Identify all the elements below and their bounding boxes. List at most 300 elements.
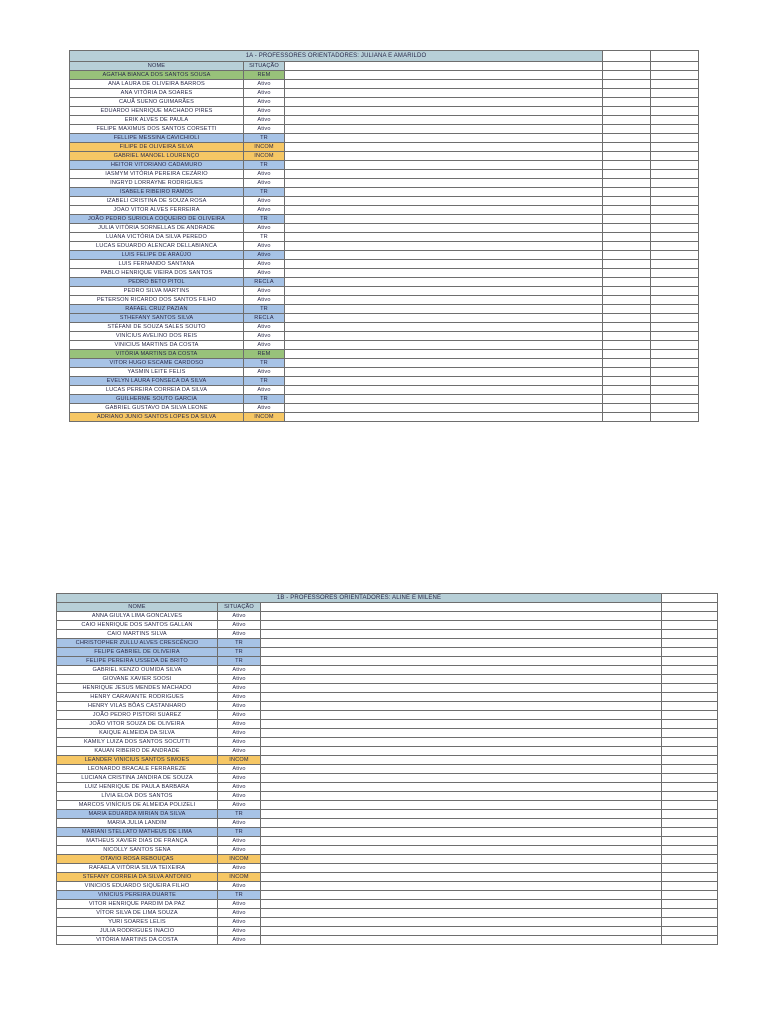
empty-cell (662, 612, 718, 621)
student-name-cell: NICOLLY SANTOS SENA (57, 846, 218, 855)
empty-cell (261, 936, 662, 945)
student-status-cell: REM (244, 71, 285, 80)
empty-cell (651, 161, 699, 170)
empty-cell (651, 71, 699, 80)
empty-cell (285, 287, 603, 296)
student-status-cell: TR (218, 657, 261, 666)
student-name-cell: JOAO VITOR ALVES FERREIRA (70, 206, 244, 215)
empty-cell (603, 179, 651, 188)
table-row (70, 71, 699, 80)
empty-cell (261, 603, 662, 612)
empty-cell (285, 368, 603, 377)
table-row (57, 837, 718, 846)
student-status-cell: Ativo (244, 260, 285, 269)
table-row (70, 404, 699, 413)
empty-cell (662, 864, 718, 873)
empty-cell (603, 323, 651, 332)
student-name-cell: MARIA EDUARDA MIRIAN DA SILVA (57, 810, 218, 819)
student-name-cell: CHRISTOPHER ZULLU ALVES CRESCÊNCIO (57, 639, 218, 648)
empty-cell (285, 143, 603, 152)
table-row (70, 395, 699, 404)
student-name-cell: RAFAEL CRUZ PAZIAN (70, 305, 244, 314)
empty-cell (285, 404, 603, 413)
student-status-cell: TR (244, 215, 285, 224)
empty-cell (651, 278, 699, 287)
table-row (70, 332, 699, 341)
table-row (70, 89, 699, 98)
table-row (57, 693, 718, 702)
table-row (57, 873, 718, 882)
empty-cell (662, 855, 718, 864)
student-status-cell: RECLA (244, 314, 285, 323)
empty-cell (285, 233, 603, 242)
student-status-cell: Ativo (218, 711, 261, 720)
empty-cell (662, 792, 718, 801)
student-name-cell: HENRIQUE JESUS MENDES MACHADO (57, 684, 218, 693)
empty-cell (603, 80, 651, 89)
empty-cell (603, 89, 651, 98)
student-status-cell: Ativo (218, 612, 261, 621)
empty-cell (662, 657, 718, 666)
empty-cell (603, 152, 651, 161)
empty-cell (261, 621, 662, 630)
student-name-cell: RAFAELA VITÓRIA SILVA TEIXEIRA (57, 864, 218, 873)
student-status-cell: Ativo (244, 269, 285, 278)
student-status-cell: Ativo (218, 936, 261, 945)
table-row (70, 341, 699, 350)
student-name-cell: ANA LAURA DE OLIVEIRA BARROS (70, 80, 244, 89)
student-status-cell: Ativo (218, 837, 261, 846)
table-title-row (57, 594, 718, 603)
student-status-cell: Ativo (218, 909, 261, 918)
empty-cell (261, 666, 662, 675)
empty-cell (261, 837, 662, 846)
column-header-name: NOME (57, 603, 218, 612)
table-row (57, 810, 718, 819)
student-name-cell: VITÓRIA MARTINS DA COSTA (57, 936, 218, 945)
empty-cell (651, 368, 699, 377)
empty-cell (603, 287, 651, 296)
empty-cell (651, 359, 699, 368)
student-name-cell: ERIK ALVES DE PAULA (70, 116, 244, 125)
student-name-cell: JULIA VITÓRIA SORNELLAS DE ANDRADE (70, 224, 244, 233)
column-header-name: NOME (70, 62, 244, 71)
student-name-cell: VINICIUS PEREIRA DUARTE (57, 891, 218, 900)
student-name-cell: KAMILY LUIZA DOS SANTOS SOCUTTI (57, 738, 218, 747)
student-status-cell: Ativo (218, 630, 261, 639)
student-status-cell: Ativo (218, 900, 261, 909)
student-name-cell: JOÃO PEDRO PISTORI SUAREZ (57, 711, 218, 720)
student-status-cell: Ativo (244, 170, 285, 179)
student-name-cell: LUIZ HENRIQUE DE PAULA BARBARA (57, 783, 218, 792)
empty-cell (285, 98, 603, 107)
table-row (70, 242, 699, 251)
empty-cell (651, 134, 699, 143)
table-row (57, 747, 718, 756)
table-header-row (70, 62, 699, 71)
student-name-cell: ISABELE RIBEIRO RAMOS (70, 188, 244, 197)
empty-cell (603, 71, 651, 80)
table-row (57, 792, 718, 801)
table-row (57, 738, 718, 747)
student-status-cell: INCOM (244, 152, 285, 161)
student-name-cell: FILIPE DE OLIVEIRA SILVA (70, 143, 244, 152)
empty-cell (662, 675, 718, 684)
empty-cell (662, 693, 718, 702)
empty-cell (603, 51, 651, 62)
student-status-cell: INCOM (244, 413, 285, 422)
empty-cell (603, 170, 651, 179)
class-1a-table (69, 50, 699, 422)
table-row (57, 756, 718, 765)
empty-cell (651, 287, 699, 296)
empty-cell (603, 395, 651, 404)
student-status-cell: RECLA (244, 278, 285, 287)
student-status-cell: Ativo (218, 918, 261, 927)
table-row (70, 224, 699, 233)
empty-cell (651, 386, 699, 395)
empty-cell (285, 152, 603, 161)
student-name-cell: VINÍCIUS AVELINO DOS REIS (70, 332, 244, 341)
table-row (57, 639, 718, 648)
table-row (70, 215, 699, 224)
empty-cell (261, 738, 662, 747)
student-name-cell: MATHEUS XAVIER DIAS DE FRANÇA (57, 837, 218, 846)
empty-cell (651, 125, 699, 134)
student-status-cell: TR (244, 233, 285, 242)
student-name-cell: VÍTOR SILVA DE LIMA SOUZA (57, 909, 218, 918)
table-row (57, 684, 718, 693)
empty-cell (261, 747, 662, 756)
student-status-cell: Ativo (218, 738, 261, 747)
student-name-cell: JOÃO PEDRO SURIOLA COQUEIRO DE OLIVEIRA (70, 215, 244, 224)
student-name-cell: FELLIPE MESSINA CAVICHIOLI (70, 134, 244, 143)
student-status-cell: Ativo (244, 287, 285, 296)
empty-cell (285, 242, 603, 251)
empty-cell (662, 729, 718, 738)
student-name-cell: MARCOS VINÍCIUS DE ALMEIDA POLIZELI (57, 801, 218, 810)
table-row (70, 206, 699, 215)
class-1a-sheet (69, 50, 699, 422)
empty-cell (662, 783, 718, 792)
student-status-cell: Ativo (218, 666, 261, 675)
class-1b-title: 1B - PROFESSORES ORIENTADORES: ALINE E MILENE (57, 594, 662, 603)
empty-cell (662, 711, 718, 720)
student-name-cell: PEDRO SILVA MARTINS (70, 287, 244, 296)
student-name-cell: ADRIANO JUNIO SANTOS LOPES DA SILVA (70, 413, 244, 422)
student-name-cell: VINICIUS MARTINS DA COSTA (70, 341, 244, 350)
student-status-cell: Ativo (244, 251, 285, 260)
student-status-cell: Ativo (218, 675, 261, 684)
empty-cell (261, 648, 662, 657)
empty-cell (651, 395, 699, 404)
table-row (70, 125, 699, 134)
table-row (57, 918, 718, 927)
empty-cell (603, 404, 651, 413)
empty-cell (285, 341, 603, 350)
table-row (57, 720, 718, 729)
table-row (70, 359, 699, 368)
student-status-cell: TR (244, 134, 285, 143)
student-name-cell: STEFANY CORREIA DA SILVA ANTONIO (57, 873, 218, 882)
empty-cell (285, 413, 603, 422)
empty-cell (651, 107, 699, 116)
empty-cell (662, 837, 718, 846)
empty-cell (651, 332, 699, 341)
empty-cell (651, 413, 699, 422)
empty-cell (651, 215, 699, 224)
student-status-cell: Ativo (218, 846, 261, 855)
empty-cell (651, 224, 699, 233)
student-status-cell: Ativo (218, 693, 261, 702)
empty-cell (662, 630, 718, 639)
table-row (57, 855, 718, 864)
student-status-cell: Ativo (244, 89, 285, 98)
student-name-cell: STHEFANY SANTOS SILVA (70, 314, 244, 323)
table-row (57, 657, 718, 666)
empty-cell (285, 386, 603, 395)
student-name-cell: HENRY VILAS BÔAS CASTANHARO (57, 702, 218, 711)
empty-cell (285, 179, 603, 188)
empty-cell (261, 792, 662, 801)
empty-cell (651, 152, 699, 161)
student-status-cell: Ativo (218, 792, 261, 801)
student-name-cell: INGRYD LORRAYNE RODRIGUES (70, 179, 244, 188)
student-status-cell: Ativo (218, 774, 261, 783)
student-name-cell: STÉFANI DE SOUZA SALES SOUTO (70, 323, 244, 332)
empty-cell (651, 89, 699, 98)
empty-cell (651, 404, 699, 413)
empty-cell (285, 89, 603, 98)
student-status-cell: INCOM (218, 756, 261, 765)
empty-cell (651, 62, 699, 71)
empty-cell (285, 359, 603, 368)
table-row (70, 413, 699, 422)
empty-cell (662, 828, 718, 837)
table-row (57, 882, 718, 891)
student-status-cell: Ativo (244, 386, 285, 395)
student-status-cell: Ativo (244, 242, 285, 251)
table-row (57, 819, 718, 828)
student-name-cell: LÍVIA ELOÁ DOS SANTOS (57, 792, 218, 801)
student-status-cell: Ativo (218, 684, 261, 693)
student-name-cell: IASMYM VITÓRIA PEREIRA CEZÁRIO (70, 170, 244, 179)
student-status-cell: TR (244, 377, 285, 386)
empty-cell (662, 648, 718, 657)
empty-cell (261, 810, 662, 819)
table-row (57, 846, 718, 855)
empty-cell (662, 891, 718, 900)
student-name-cell: VITOR HUGO ESCAME CARDOSO (70, 359, 244, 368)
empty-cell (651, 242, 699, 251)
empty-cell (261, 909, 662, 918)
empty-cell (261, 828, 662, 837)
empty-cell (662, 756, 718, 765)
empty-cell (603, 224, 651, 233)
table-row (57, 891, 718, 900)
student-status-cell: Ativo (218, 729, 261, 738)
student-status-cell: REM (244, 350, 285, 359)
empty-cell (261, 630, 662, 639)
empty-cell (651, 197, 699, 206)
student-name-cell: YASMIN LEITE FELIS (70, 368, 244, 377)
student-name-cell: JOÃO VITOR SOUZA DE OLIVEIRA (57, 720, 218, 729)
student-status-cell: Ativo (244, 80, 285, 89)
empty-cell (662, 882, 718, 891)
table-row (57, 648, 718, 657)
student-name-cell: EVELYN LAURA FONSECA DA SILVA (70, 377, 244, 386)
student-name-cell: KAUAN RIBEIRO DE ANDRADE (57, 747, 218, 756)
student-status-cell: Ativo (244, 206, 285, 215)
student-status-cell: Ativo (244, 125, 285, 134)
empty-cell (603, 413, 651, 422)
empty-cell (662, 810, 718, 819)
empty-cell (285, 62, 603, 71)
empty-cell (261, 720, 662, 729)
empty-cell (261, 819, 662, 828)
student-status-cell: TR (218, 828, 261, 837)
empty-cell (662, 621, 718, 630)
empty-cell (603, 368, 651, 377)
empty-cell (603, 116, 651, 125)
student-name-cell: FELIPE GABRIEL DE OLIVEIRA (57, 648, 218, 657)
empty-cell (603, 125, 651, 134)
student-name-cell: ANNA GIULYA LIMA GONCALVES (57, 612, 218, 621)
table-row (57, 621, 718, 630)
student-status-cell: TR (218, 639, 261, 648)
student-status-cell: TR (218, 810, 261, 819)
table-row (57, 864, 718, 873)
student-name-cell: YURI SOARES LELIS (57, 918, 218, 927)
empty-cell (603, 98, 651, 107)
student-name-cell: LEANDER VINICIUS SANTOS SIMOES (57, 756, 218, 765)
empty-cell (261, 891, 662, 900)
class-1b-table (56, 593, 718, 945)
empty-cell (603, 143, 651, 152)
table-row (57, 783, 718, 792)
empty-cell (261, 801, 662, 810)
empty-cell (651, 269, 699, 278)
table-row (57, 675, 718, 684)
student-status-cell: Ativo (244, 197, 285, 206)
student-name-cell: IZABELI CRISTINA DE SOUZA ROSA (70, 197, 244, 206)
student-name-cell: CAUÃ SUENO GUIMARÃES (70, 98, 244, 107)
table-row (70, 179, 699, 188)
student-name-cell: HENRY CARAVANTE RODRIGUES (57, 693, 218, 702)
empty-cell (651, 323, 699, 332)
empty-cell (662, 747, 718, 756)
empty-cell (603, 278, 651, 287)
student-status-cell: Ativo (244, 404, 285, 413)
table-row (70, 197, 699, 206)
table-row (70, 233, 699, 242)
table-row (70, 107, 699, 116)
student-status-cell: Ativo (244, 323, 285, 332)
table-row (70, 116, 699, 125)
empty-cell (651, 260, 699, 269)
student-status-cell: Ativo (244, 368, 285, 377)
empty-cell (285, 107, 603, 116)
table-row (70, 260, 699, 269)
student-name-cell: FELIPE MAXIMUS DOS SANTOS CORSETTI (70, 125, 244, 134)
empty-cell (285, 116, 603, 125)
student-name-cell: PEDRO BETO PITOL (70, 278, 244, 287)
student-name-cell: ANA VITÓRIA DA SOARES (70, 89, 244, 98)
empty-cell (662, 801, 718, 810)
empty-cell (261, 684, 662, 693)
empty-cell (285, 332, 603, 341)
table-row (70, 80, 699, 89)
table-title-row (70, 51, 699, 62)
empty-cell (261, 693, 662, 702)
empty-cell (603, 62, 651, 71)
empty-cell (662, 603, 718, 612)
empty-cell (285, 278, 603, 287)
empty-cell (662, 738, 718, 747)
empty-cell (651, 170, 699, 179)
student-status-cell: Ativo (244, 116, 285, 125)
empty-cell (261, 900, 662, 909)
empty-cell (261, 873, 662, 882)
table-row (57, 909, 718, 918)
student-name-cell: LUCAS EDUARDO ALENCAR DELLABIANCA (70, 242, 244, 251)
student-name-cell: GABRIEL KENZO OUMIDA SILVA (57, 666, 218, 675)
table-row (70, 188, 699, 197)
empty-cell (285, 296, 603, 305)
table-row (57, 927, 718, 936)
empty-cell (285, 80, 603, 89)
student-name-cell: FELIPE PEREIRA USSEDA DE BRITO (57, 657, 218, 666)
table-row (57, 702, 718, 711)
student-name-cell: CAIO HENRIQUE DOS SANTOS GALLAN (57, 621, 218, 630)
table-row (57, 828, 718, 837)
empty-cell (261, 657, 662, 666)
student-status-cell: Ativo (244, 179, 285, 188)
empty-cell (285, 215, 603, 224)
empty-cell (662, 909, 718, 918)
empty-cell (261, 765, 662, 774)
table-row (70, 269, 699, 278)
empty-cell (651, 377, 699, 386)
empty-cell (603, 260, 651, 269)
table-row (70, 251, 699, 260)
empty-cell (662, 936, 718, 945)
empty-cell (662, 765, 718, 774)
table-row (57, 936, 718, 945)
empty-cell (285, 323, 603, 332)
empty-cell (261, 927, 662, 936)
student-name-cell: LUCAS PEREIRA CORREIA DA SILVA (70, 386, 244, 395)
empty-cell (662, 639, 718, 648)
student-name-cell: VITOR HENRIQUE PARDIM DA PAZ (57, 900, 218, 909)
table-row (57, 711, 718, 720)
empty-cell (603, 269, 651, 278)
student-name-cell: GIOVANE XAVIER SOOSI (57, 675, 218, 684)
empty-cell (603, 377, 651, 386)
empty-cell (603, 197, 651, 206)
table-row (70, 323, 699, 332)
student-name-cell: HEITOR VITORIANO CADAMURO (70, 161, 244, 170)
empty-cell (662, 702, 718, 711)
empty-cell (261, 846, 662, 855)
student-name-cell: MARIA JULIA LANDIM (57, 819, 218, 828)
empty-cell (662, 666, 718, 675)
empty-cell (651, 350, 699, 359)
student-name-cell: LUIS FERNANDO SANTANA (70, 260, 244, 269)
student-status-cell: Ativo (218, 801, 261, 810)
empty-cell (261, 756, 662, 765)
class-1b-sheet (56, 593, 718, 945)
